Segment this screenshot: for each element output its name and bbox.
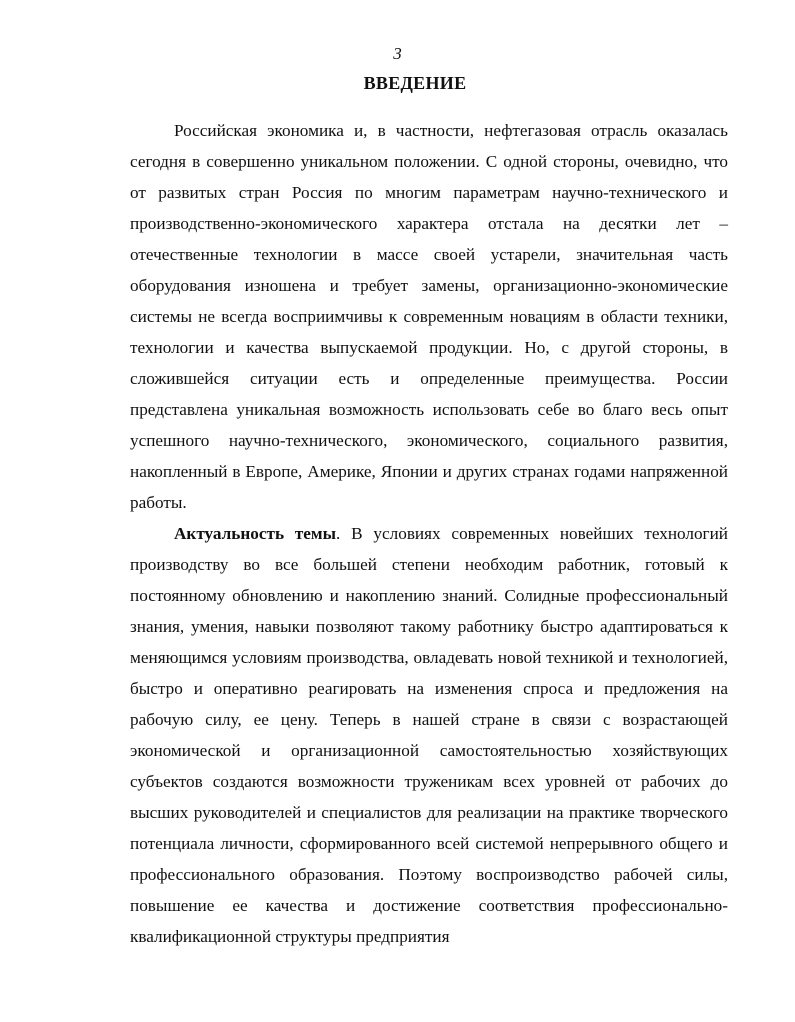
relevance-text: . В условиях современных новейших технологий производству во все большей степени необходим работник, готовый к постоянному обновлению и накоплению знаний. Солидные профессиональный знания, умения, навыки позволяют такому работнику быстро адаптироваться к меняющимся условиям производства, овладевать новой техникой и технологией, быстро и оперативно реагировать на изменения спроса и предложения на рабочую силу, ее цену. Теперь в нашей стране в связи с возрастающей экономической и организационной самостоятельностью хозяйствующих субъектов создаются возможности труженикам всех уровней от рабочих до высших руководителей и специалистов для реализации на практике творческого потенциала личности, сформированного всей системой непрерывного общего и профессионального образования. Поэтому воспроизводство рабочей силы, повышение ее качества и достижение соответствия профессионально-квалификационной структуры предприятия xyxy=(130,524,729,946)
intro-paragraph: Российская экономика и, в частности, нефтегазовая отрасль оказалась сегодня в совершенно уникальном положении. С одной стороны, очевидно, что от развитых стран Россия по многим параметрам научно-технического и производственно-экономического характера отстала на десятки лет – отечественные технологии в массе своей устарели, значительная часть оборудования изношена и требует замены, организационно-экономические системы не всегда восприимчивы к современным новациям в области техники, технологии и качества выпускаемой продукции. Но, с другой стороны, в сложившейся ситуации есть и определенные преимущества. России представлена уникальная возможность использовать себе во благо весь опыт успешного научно-технического, экономического, социального развития, накопленный в Европе, Америке, Японии и других странах годами напряженной работы. xyxy=(130,121,728,512)
relevance-paragraph xyxy=(130,518,728,952)
relevance-heading: Актуальность темы xyxy=(174,524,337,543)
page-number: 3 xyxy=(393,44,402,63)
body-text xyxy=(130,115,728,952)
page-title: ВВЕДЕНИЕ xyxy=(363,73,467,93)
